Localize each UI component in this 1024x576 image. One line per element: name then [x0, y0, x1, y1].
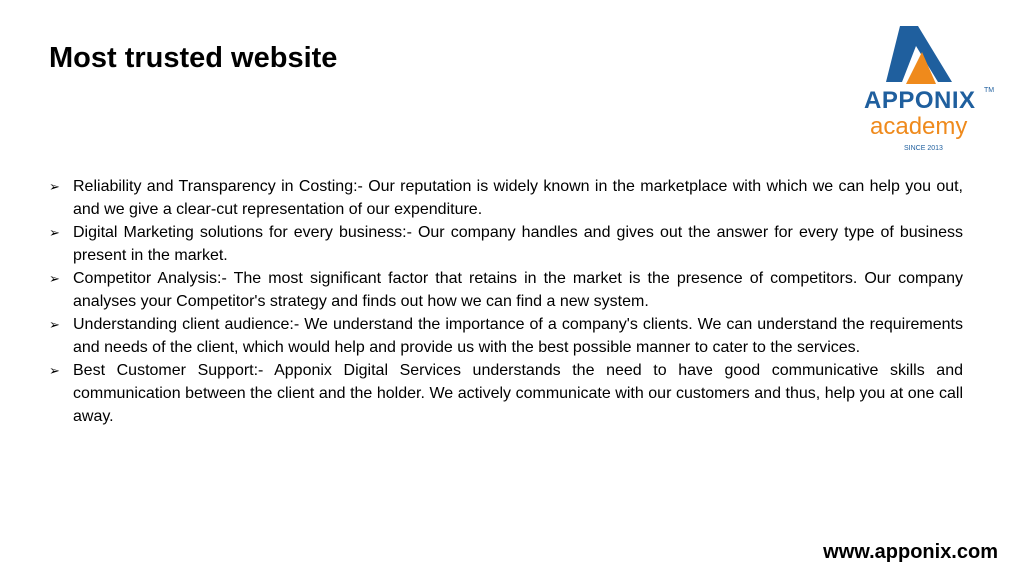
bullet-text: Digital Marketing solutions for every business:- Our company handles and gives out the answer for every type of business present in the market. — [73, 224, 963, 264]
bullet-item — [49, 267, 963, 313]
bullet-item — [49, 313, 963, 359]
bullet-list — [49, 175, 963, 428]
arrow-bullet-icon: ➢ — [49, 225, 60, 240]
apponix-academy-logo — [860, 22, 1000, 154]
slide-title: Most trusted website — [49, 42, 338, 74]
bullet-item — [49, 175, 963, 221]
arrow-bullet-icon: ➢ — [49, 317, 60, 332]
bullet-text: Competitor Analysis:- The most significant factor that retains in the market is the presence of competitors. Our company analyses your Competitor's strategy and finds out how we can find a new system. — [73, 270, 963, 310]
footer-url: www.apponix.com — [823, 541, 998, 563]
bullet-text: Reliability and Transparency in Costing:- Our reputation is widely known in the marketplace with which we can help you out, and we give a clear-cut representation of our expenditure. — [73, 178, 963, 218]
bullet-item — [49, 221, 963, 267]
logo-trademark: TM — [984, 87, 995, 94]
logo-since-text: SINCE 2013 — [904, 145, 943, 152]
logo-subtitle-text: academy — [870, 113, 968, 140]
bullet-text: Best Customer Support:- Apponix Digital Services understands the need to have good communicative skills and communication between the client and the holder. We actively communicate with our customers and thus, help you at one call away. — [73, 362, 963, 425]
bullet-text: Understanding client audience:- We understand the importance of a company's clients. We can understand the requirements and needs of the client, which would help and provide us with the best possible manner to cater to the services. — [73, 316, 963, 356]
arrow-bullet-icon: ➢ — [49, 363, 60, 378]
arrow-bullet-icon: ➢ — [49, 271, 60, 286]
arrow-bullet-icon: ➢ — [49, 179, 60, 194]
logo-brand-text: APPONIX — [864, 87, 976, 114]
bullet-item — [49, 359, 963, 428]
